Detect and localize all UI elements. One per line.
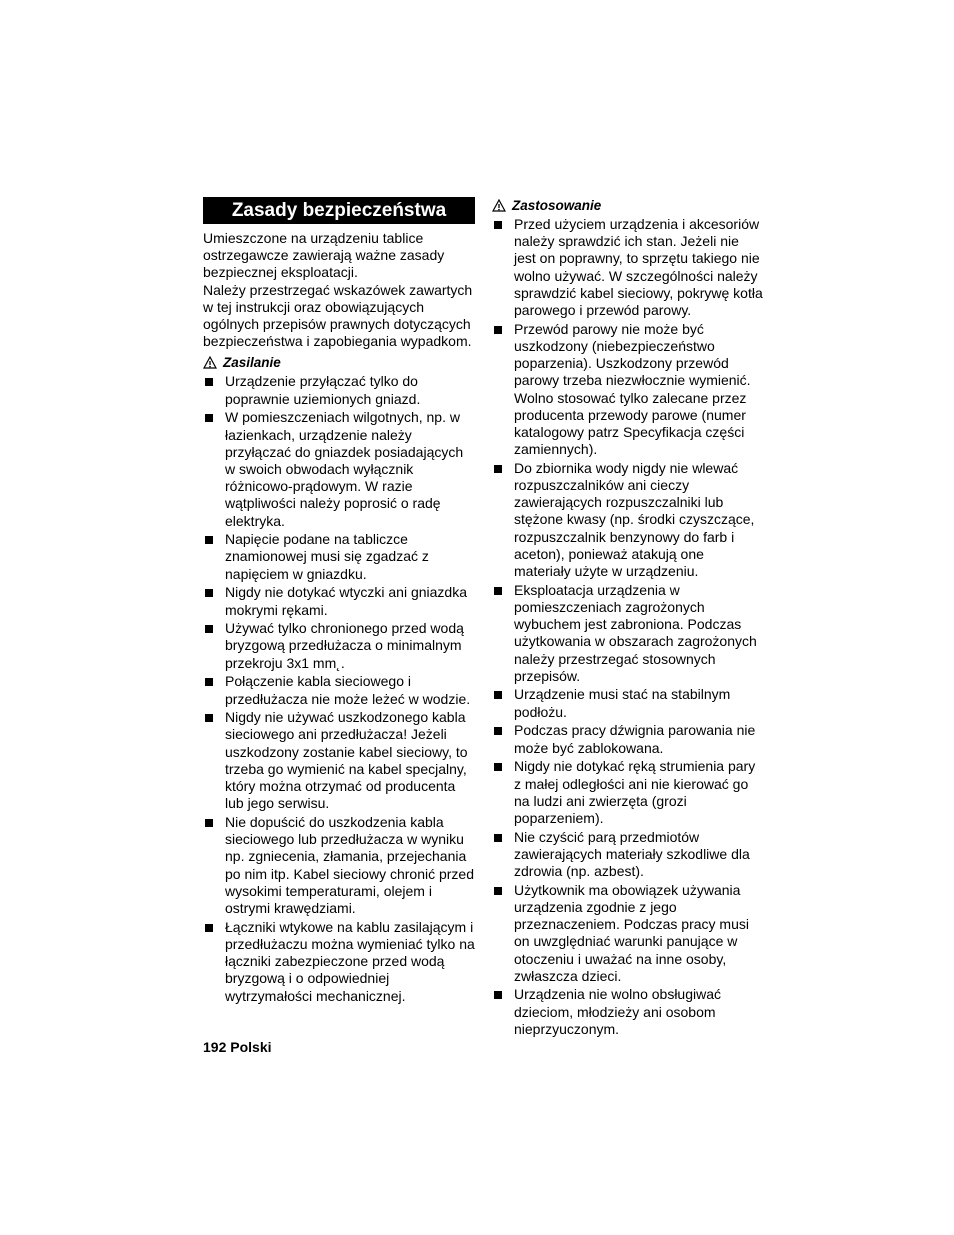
list-item: Urządzenie przyłączać tylko do poprawnie uziemionych gniazd. (203, 373, 475, 407)
bullet-square-icon (494, 727, 502, 735)
list-item: W pomieszczeniach wilgotnych, np. w łazienkach, urządzenie należy przyłączać do gniazdek posiadających w swoich obwodach wyłącznik różnicowo-prądowym. W razie wątpliwości należy poprosić o radę elektryka. (203, 409, 475, 529)
bullet-square-icon (494, 221, 502, 229)
intro-paragraph-1: Umieszczone na urządzeniu tablice ostrzegawcze zawierają ważne zasady bezpiecznej eksploatacji. (203, 230, 445, 281)
bullet-square-icon (205, 414, 213, 422)
warning-triangle-icon (492, 199, 506, 212)
bullet-square-icon (205, 536, 213, 544)
list-item: Nie czyścić parą przedmiotów zawierających materiały szkodliwe dla zdrowia (np. azbest). (492, 829, 764, 881)
list-item: Używać tylko chronionego przed wodą bryzgową przedłużacza o minimalnym przekroju 3x1 mm˛. (203, 620, 475, 672)
page-footer: 192 Polski (203, 1039, 272, 1055)
page-title: Zasady bezpieczeństwa (203, 197, 475, 224)
bullet-square-icon (494, 326, 502, 334)
bullet-square-icon (494, 834, 502, 842)
bullet-square-icon (205, 625, 213, 633)
list-item: Łączniki wtykowe na kablu zasilającym i przedłużaczu można wymieniać tylko na łączniki zabezpieczone przed wodą bryzgową i o odpowiedniej wytrzymałości mechanicznej. (203, 919, 475, 1005)
list-item: Eksploatacja urządzenia w pomieszczeniach zagrożonych wybuchem jest zabroniona. Podczas użytkowania w obszarach zagrożonych należy przestrzegać stosownych przepisów. (492, 582, 764, 685)
left-column (203, 197, 475, 1006)
list-item: Połączenie kabla sieciowego i przedłużacza nie może leżeć w wodzie. (203, 673, 475, 707)
section-heading-zasilanie (203, 354, 475, 371)
section-heading-label: Zastosowanie (512, 198, 602, 213)
list-item: Napięcie podane na tabliczce znamionowej musi się zgadzać z napięciem w gniazdku. (203, 531, 475, 583)
bullet-square-icon (494, 465, 502, 473)
bullet-square-icon (494, 763, 502, 771)
list-item: Urządzenie musi stać na stabilnym podłożu. (492, 686, 764, 720)
section-heading-zastosowanie (492, 197, 764, 214)
list-item: Przewód parowy nie może być uszkodzony (niebezpieczeństwo poparzenia). Uszkodzony przewód parowy trzeba niezwłocznie wymienić. Wolno stosować tylko zalecane przez producenta przewody parowe (numer katalogowy patrz Specyfikacja części zamiennych). (492, 321, 764, 459)
right-column (492, 197, 764, 1040)
list-item: Przed użyciem urządzenia i akcesoriów należy sprawdzić ich stan. Jeżeli nie jest on poprawny, to sprzętu takiego nie wolno używać. W szczególności należy sprawdzić kabel sieciowy, pokrywę kotła parowego i przewód parowy. (492, 216, 764, 319)
zasilanie-list (203, 373, 475, 1004)
warning-triangle-icon (203, 356, 217, 369)
bullet-square-icon (205, 589, 213, 597)
intro-paragraph-2: Należy przestrzegać wskazówek zawartych w tej instrukcji oraz obowiązujących ogólnych przepisów prawnych dotyczących bezpieczeństwa i zapobiegania wypadkom. (203, 281, 473, 350)
bullet-square-icon (205, 378, 213, 386)
zastosowanie-list (492, 216, 764, 1038)
list-item: Nigdy nie dotykać ręką strumienia pary z małej odległości ani nie kierować go na ludzi ani zwierzęta (grozi poparzeniem). (492, 758, 764, 827)
bullet-square-icon (494, 887, 502, 895)
bullet-square-icon (494, 691, 502, 699)
bullet-square-icon (205, 924, 213, 932)
bullet-square-icon (205, 678, 213, 686)
bullet-square-icon (494, 991, 502, 999)
list-item: Nigdy nie używać uszkodzonego kabla sieciowego ani przedłużacza! Jeżeli uszkodzony zostanie kabel sieciowy, to trzeba go wymienić na kabel specjalny, który można otrzymać od producenta lub jego serwisu. (203, 709, 475, 812)
list-item: Urządzenia nie wolno obsługiwać dzieciom, młodzieży ani osobom nieprzyuczonym. (492, 986, 764, 1038)
section-heading-label: Zasilanie (223, 355, 281, 371)
list-item: Nie dopuścić do uszkodzenia kabla sieciowego lub przedłużacza w wyniku np. zgniecenia, złamania, przejechania po nim itp. Kabel sieciowy chronić przed wysokimi temperaturami, olejem i ostrymi krawędziami. (203, 814, 475, 917)
list-item: Do zbiornika wody nigdy nie wlewać rozpuszczalników ani cieczy zawierających rozpuszczalniki lub stężone kwasy (np. środki czyszczące, rozpuszczalnik benzynowy do farb i aceton), ponieważ atakują one materiały użyte w urządzeniu. (492, 460, 764, 580)
list-item: Użytkownik ma obowiązek używania urządzenia zgodnie z jego przeznaczeniem. Podczas pracy musi on uwzględniać warunki panujące w otoczeniu i uważać na inne osoby, zwłaszcza dzieci. (492, 882, 764, 985)
bullet-square-icon (205, 819, 213, 827)
list-item: Nigdy nie dotykać wtyczki ani gniazdka mokrymi rękami. (203, 584, 475, 618)
bullet-square-icon (205, 714, 213, 722)
list-item: Podczas pracy dźwignia parowania nie może być zablokowana. (492, 722, 764, 756)
bullet-square-icon (494, 587, 502, 595)
